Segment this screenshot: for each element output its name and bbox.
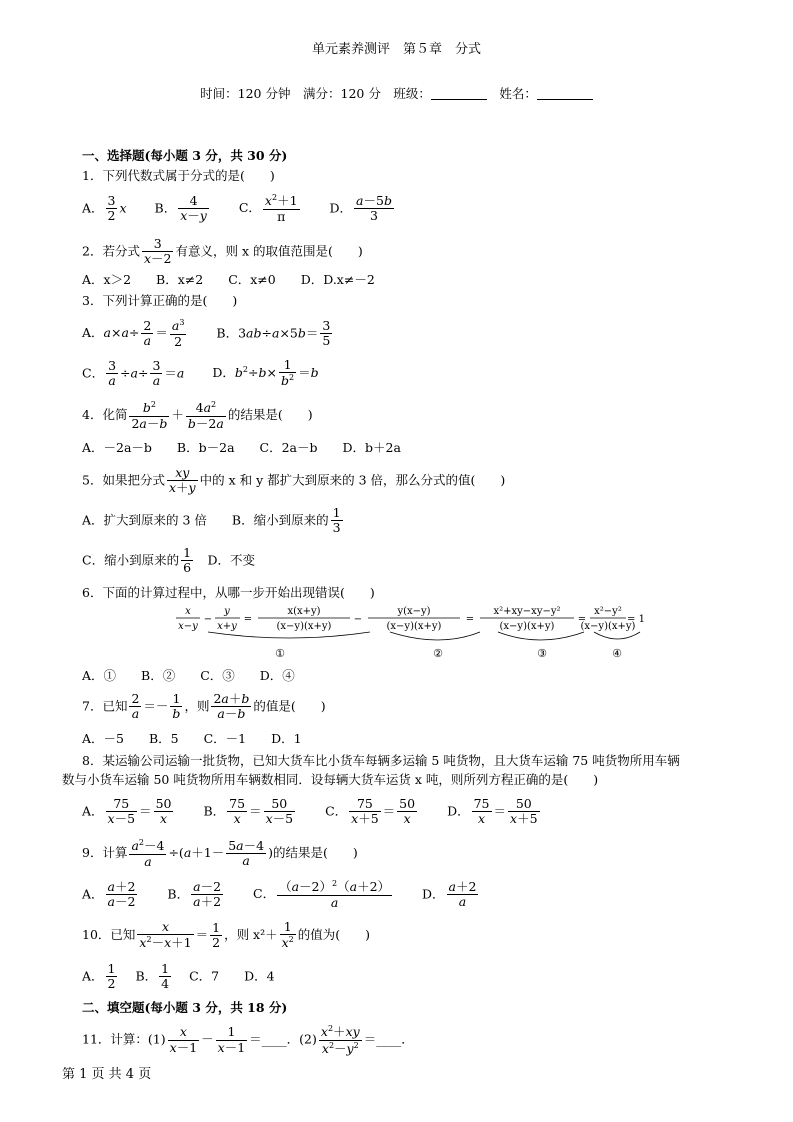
question-6-stem: 6．下面的计算过程中，从哪一步开始出现错误( ) bbox=[82, 585, 375, 600]
svg-text:x²+xy−xy−y²: x²+xy−xy−y² bbox=[493, 606, 561, 617]
section-choice-title: 一、选择题(每小题 3 分，共 30 分) bbox=[82, 148, 288, 163]
svg-text:−: − bbox=[203, 614, 213, 625]
svg-text:=: = bbox=[465, 614, 475, 625]
question-1-stem: 1．下列代数式属于分式的是( ) bbox=[82, 168, 275, 183]
question-5-options-cd: C．缩小到原来的 $\frac{1}{6}$ D．不变 bbox=[82, 545, 256, 576]
question-5-options-ab: A．扩大到原来的 3 倍 B．缩小到原来的 $\frac{1}{3}$ bbox=[82, 505, 341, 536]
question-3-stem: 3．下列计算正确的是( ) bbox=[82, 293, 238, 308]
page-title: 单元素养测评 第５章 分式 bbox=[311, 42, 481, 57]
question-6-options: A．① B．② C．③ D．④ bbox=[82, 668, 295, 683]
svg-text:=: = bbox=[577, 614, 587, 625]
question-7-stem: 7．已知 $\frac{2}{a}$ ＝－ $\frac{1}{b}$ ，则 $\frac{2a+b}{a-b}$ 的值是( ) bbox=[82, 691, 326, 722]
svg-text:(x−y)(x+y): (x−y)(x+y) bbox=[580, 621, 636, 632]
svg-text:−: − bbox=[353, 614, 363, 625]
step-2-marker: ② bbox=[433, 647, 443, 660]
svg-text:(x−y)(x+y): (x−y)(x+y) bbox=[386, 621, 442, 632]
question-7-options: A．－5 B．5 C．－1 D．1 bbox=[82, 731, 302, 746]
step-3-marker: ③ bbox=[537, 647, 547, 660]
question-8-line2: 数与小货车运输 50 吨货物所用车辆数相同．设每辆大货车运货 x 吨，则所列方程正确的是( ) bbox=[62, 772, 599, 787]
step-4-marker: ④ bbox=[612, 647, 622, 660]
question-10-stem: 10．已知 $\frac{x}{x^2-x+1}$ ＝ $\frac{1}{2}$ ，则 x²＋ $\frac{1}{x^2}$ 的值为( ) bbox=[82, 919, 371, 951]
step-1-marker: ① bbox=[275, 647, 285, 660]
question-10-options: A． $\frac{1}{2}$ B． $\frac{1}{4}$ C．7 D．4 bbox=[82, 961, 275, 992]
svg-text:x²−y²: x²−y² bbox=[594, 606, 622, 617]
question-11-stem: 11．计算：(1) $\frac{x}{x-1}$ － $\frac{1}{x-1}$ ＝____．(2) $\frac{x^2+xy}{x^2-y^2}$ ＝____． bbox=[82, 1024, 414, 1056]
question-2-options: A．x＞2 B．x≠2 C．x≠0 D．D.x≠－2 bbox=[82, 272, 375, 287]
question-9-options: A． $\frac{a+2}{a-2}$ B． $\frac{a-2}{a+2}$ C． $\frac{(a-2)^2(a+2)}{a}$ D． $\frac{a+2}{a}$ bbox=[82, 878, 477, 910]
svg-text:x(x+y): x(x+y) bbox=[287, 606, 321, 617]
question-1-options: A． $\frac{3}{2}$ x B． $\frac{4}{x-y}$ C． $\frac{x^2+1}{\pi}$ D． $\frac{a-5b}{3}$ bbox=[82, 192, 392, 224]
svg-text:(x−y)(x+y): (x−y)(x+y) bbox=[499, 621, 555, 632]
question-5-stem: 5．如果把分式 $\frac{xy}{x+y}$ 中的 x 和 y 都扩大到原来的 3 倍，那么分式的值( ) bbox=[82, 465, 506, 496]
page-footer: 第 1 页 共 4 页 bbox=[62, 1067, 152, 1082]
question-8-line1: 8．某运输公司运输一批货物，已知大货车比小货车每辆多运输 5 吨货物，且大货车运输 75 吨货物所用车辆 bbox=[82, 753, 680, 768]
question-4-stem: 4．化简 $\frac{b^2}{2a-b}$ ＋ $\frac{4a^2}{b-2a}$ 的结果是( ) bbox=[82, 400, 313, 431]
svg-text:x: x bbox=[185, 606, 191, 617]
question-3-options-ab: A．a×a÷ $\frac{2}{a}$ ＝ $\frac{a^3}{2}$ B．3ab÷a×5b＝ $\frac{3}{5}$ bbox=[82, 317, 331, 349]
svg-text:y: y bbox=[224, 606, 230, 617]
question-9-stem: 9．计算 $\frac{a^2-4}{a}$ ÷(a＋1－ $\frac{5a-4}{a}$ )的结果是( ) bbox=[82, 837, 358, 869]
name-blank bbox=[537, 87, 593, 100]
exam-info: 时间：120 分钟 满分：120 分 班级： 姓名： bbox=[0, 86, 793, 101]
svg-text:x−y: x−y bbox=[178, 621, 198, 632]
class-blank bbox=[431, 87, 487, 100]
question-6-derivation bbox=[170, 602, 650, 662]
svg-text:y(x−y): y(x−y) bbox=[397, 606, 431, 617]
section-fill-title: 二、填空题(每小题 3 分，共 18 分) bbox=[82, 1000, 288, 1015]
svg-text:=: = bbox=[243, 614, 253, 625]
svg-text:= 1: = 1 bbox=[627, 614, 645, 625]
question-2-stem: 2．若分式 $\frac{3}{x-2}$ 有意义，则 x 的取值范围是( ) bbox=[82, 236, 363, 267]
question-3-options-cd: C． $\frac{3}{a}$ ÷a÷ $\frac{3}{a}$ ＝a D．$b^2\div b\times$ $\frac{1}{b^2}$ ＝b bbox=[82, 357, 319, 389]
question-8-options: A． $\frac{75}{x-5}$ ＝ $\frac{50}{x}$ B． $\frac{75}{x}$ ＝ $\frac{50}{x-5}$ C． $\frac{75}{x+5}$ ＝ $\frac{50}{x}$ D． $\frac{75}{x}$ ＝ $\frac{50}{x+5}$ bbox=[82, 796, 538, 827]
question-4-options: A．－2a－b B．b－2a C．2a－b D．b＋2a bbox=[82, 440, 401, 455]
svg-text:(x−y)(x+y): (x−y)(x+y) bbox=[276, 621, 332, 632]
svg-text:x+y: x+y bbox=[217, 621, 237, 632]
